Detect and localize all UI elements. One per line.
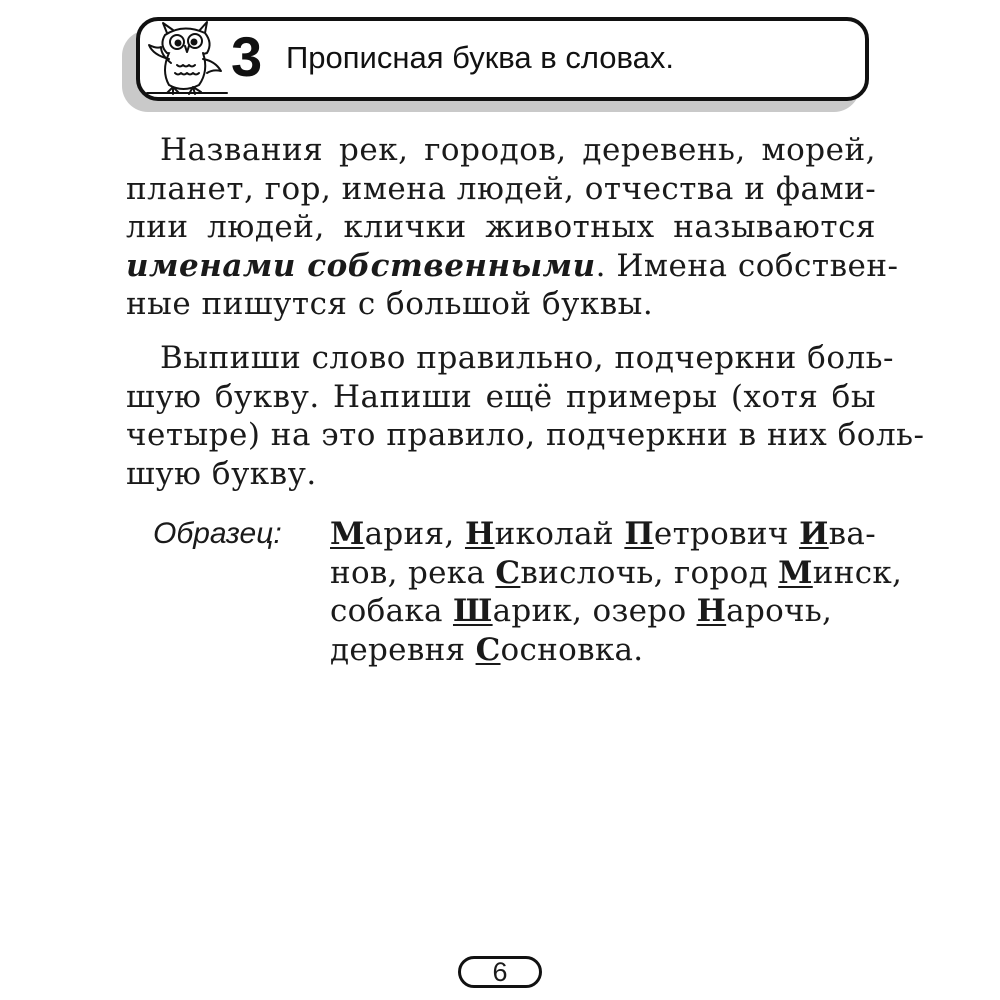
word-pre: нов, река	[330, 554, 496, 591]
rule-line: ные пишутся с большой буквы.	[126, 286, 654, 322]
sample-label: Образец:	[153, 517, 282, 550]
word-rest: ва-	[828, 516, 876, 552]
capital-letter: М	[778, 554, 813, 591]
owl-icon	[143, 19, 231, 97]
capital-letter: Н	[464, 516, 495, 552]
task-line: шую букву. Напиши ещё примеры (хотя бы	[126, 378, 876, 415]
capital-letter: М	[330, 516, 365, 552]
task-line: четыре) на это правило, подчеркни в них боль-	[126, 417, 925, 453]
sample-line	[330, 554, 903, 593]
sample-text	[330, 515, 903, 669]
sample-line	[330, 631, 876, 670]
capital-letter: С	[475, 631, 501, 668]
word-rest: вислочь, город	[520, 554, 779, 591]
capital-letter: П	[624, 516, 654, 552]
word-rest: основка.	[500, 631, 644, 668]
lesson-title: Прописная буква в словах.	[286, 40, 674, 75]
rule-line: лии людей, клички животных называются	[126, 209, 876, 245]
word-rest: иколай	[494, 516, 625, 552]
word-rest: ария,	[364, 516, 465, 552]
rule-line	[126, 247, 899, 286]
sample-line	[330, 515, 876, 554]
word-rest: арочь,	[726, 593, 833, 629]
word-pre: собака	[330, 593, 453, 629]
task-line: шую букву.	[126, 455, 317, 492]
sample-line	[330, 592, 876, 631]
rule-line: Названия рек, городов, деревень, морей,	[160, 132, 876, 168]
word-rest: арик, озеро	[492, 593, 697, 629]
capital-letter: С	[495, 554, 521, 591]
lesson-number: 3	[231, 25, 263, 88]
rule-term: именами собственными	[126, 247, 596, 284]
word-pre: деревня	[330, 631, 476, 668]
task-line: Выпиши слово правильно, подчеркни боль-	[160, 340, 895, 376]
word-rest: етрович	[653, 516, 800, 552]
capital-letter: Н	[696, 593, 727, 629]
rule-line-rest: . Имена собствен-	[595, 247, 899, 284]
word-rest: инск,	[812, 554, 903, 591]
rule-paragraph	[126, 131, 899, 324]
capital-letter: Ш	[452, 593, 493, 629]
page-number: 6	[458, 956, 542, 988]
rule-line: планет, гор, имена людей, отчества и фами-	[126, 170, 877, 207]
task-paragraph	[126, 339, 925, 493]
capital-letter: И	[799, 516, 829, 552]
